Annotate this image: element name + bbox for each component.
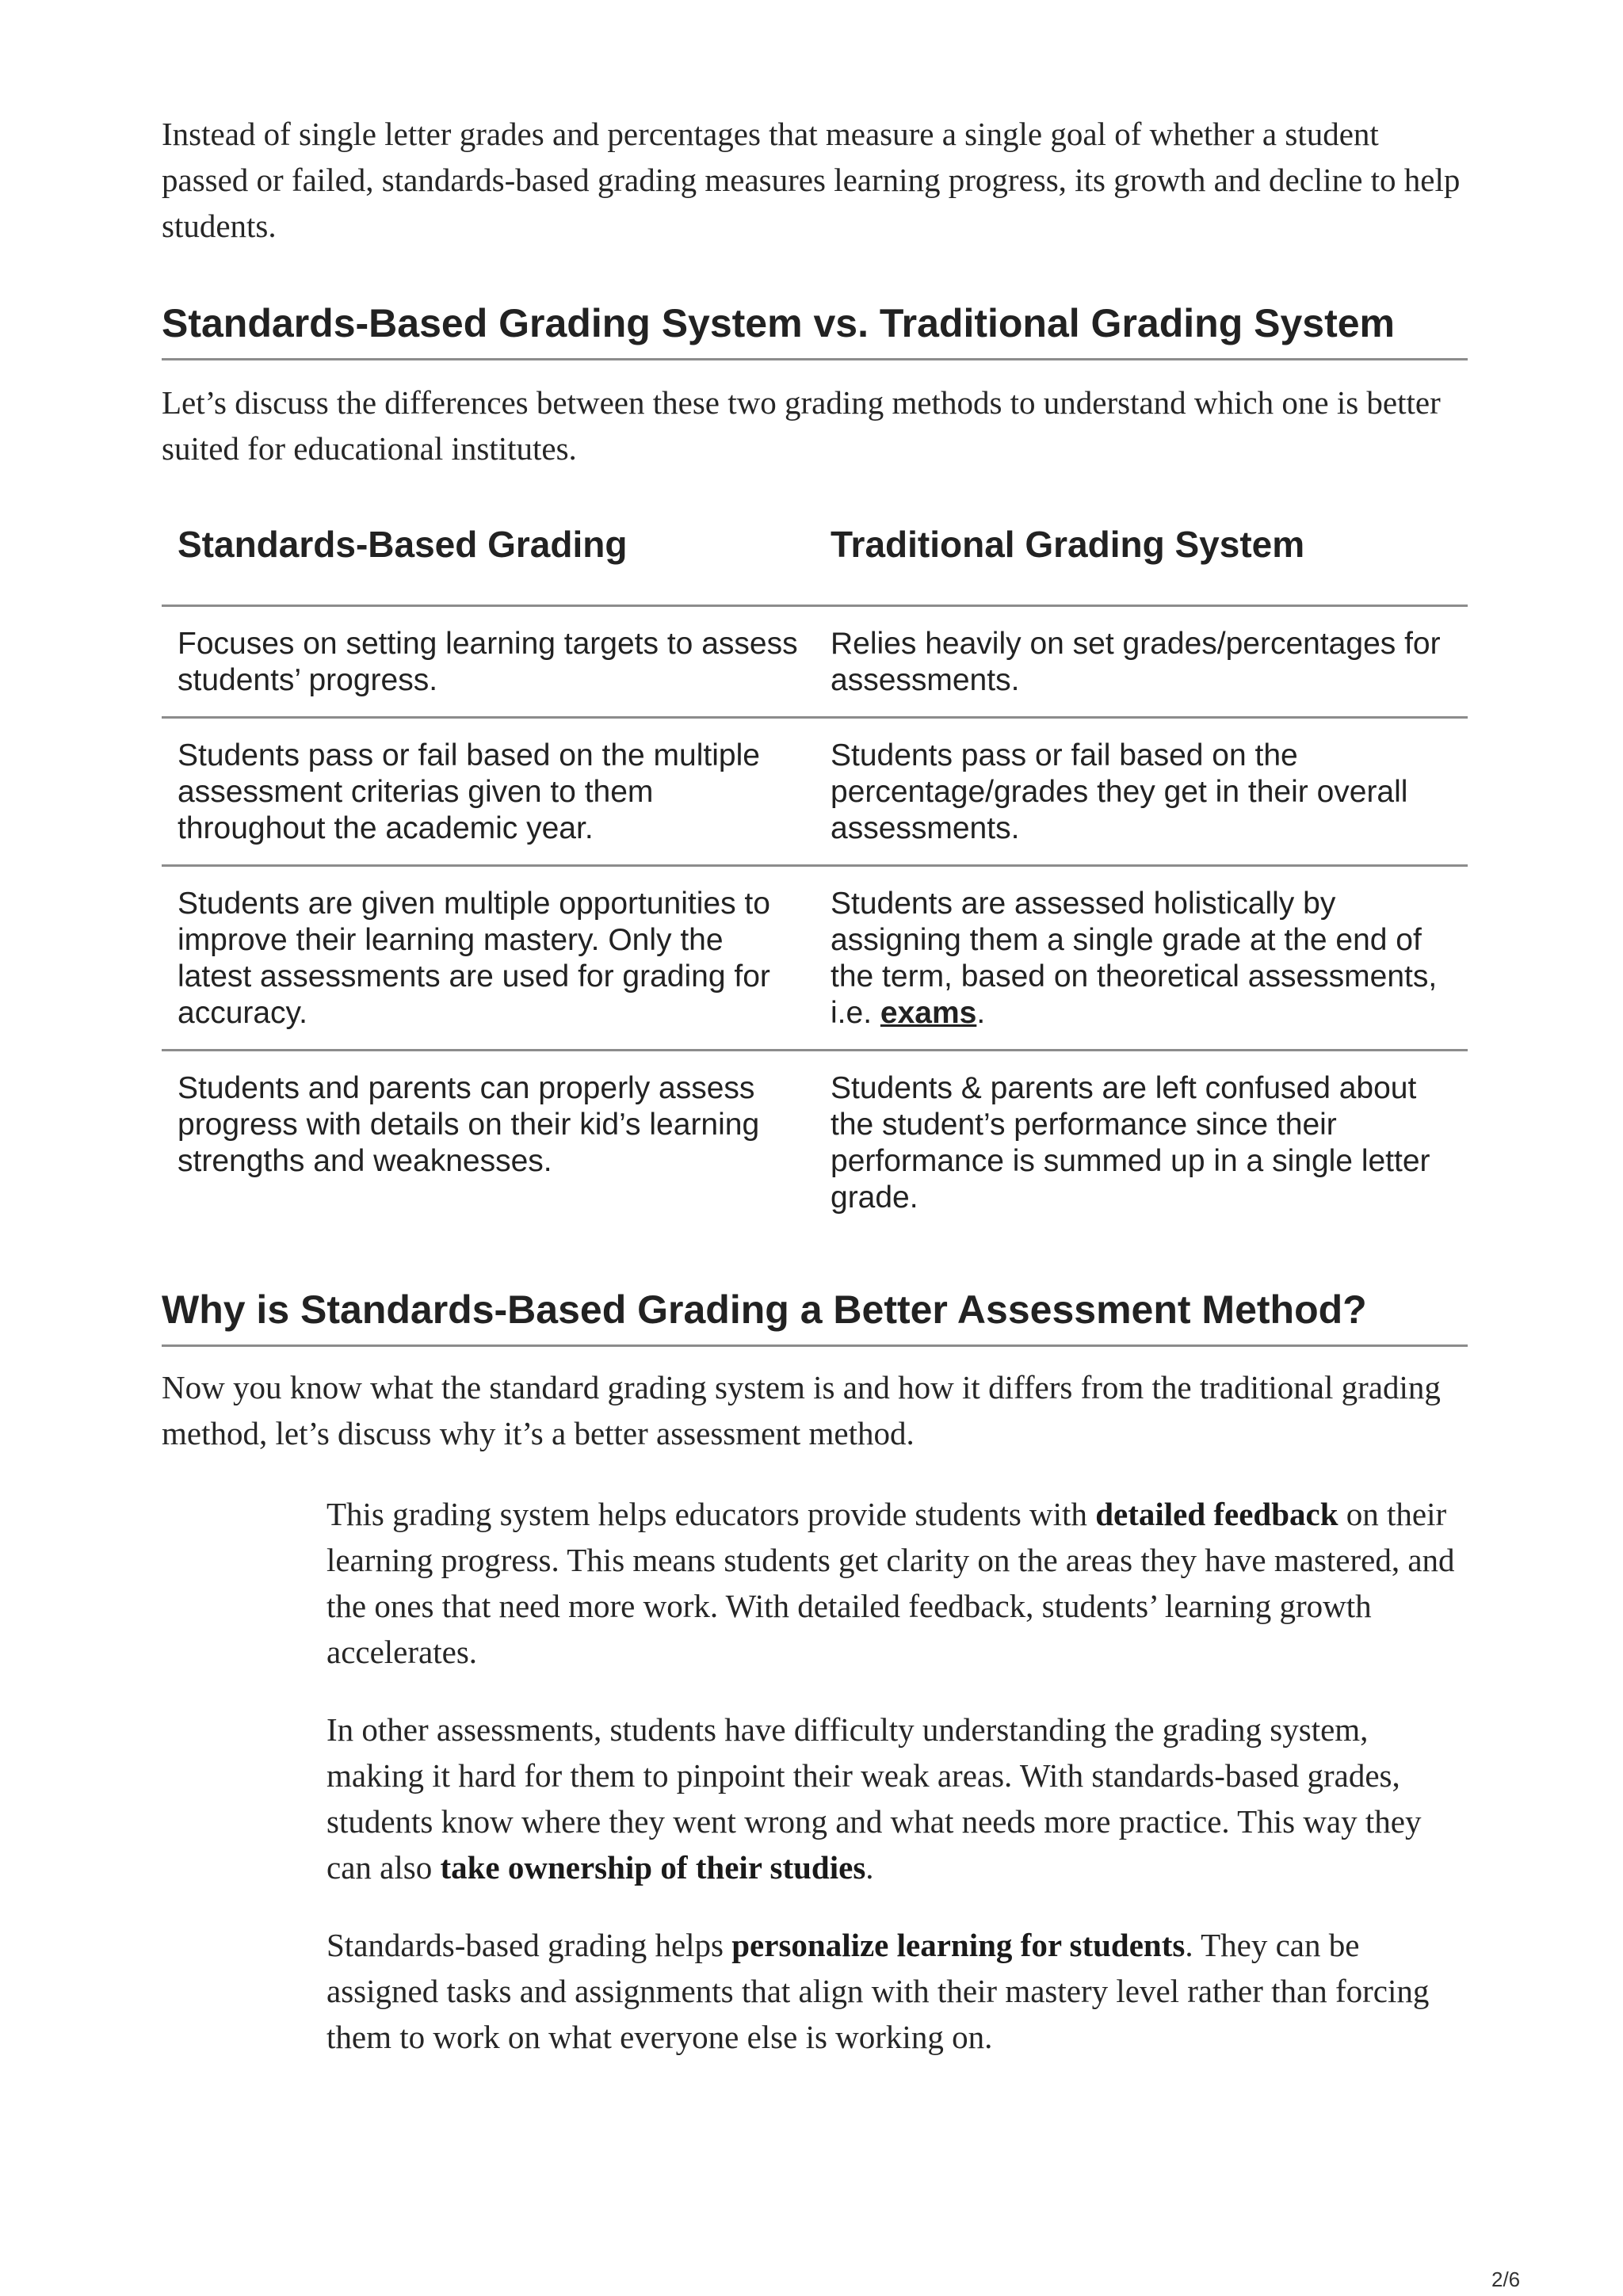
table-row [162, 606, 1468, 718]
table-cell-text-end: . [976, 996, 986, 1030]
table-cell-sbg: Students pass or fail based on the multiple assessment criterias given to them throughout the academic year. [162, 718, 815, 866]
benefit-text: This grading system helps educators provide students with [327, 1496, 1096, 1532]
benefit-text: on their learning progress. This means students get clarity on the areas they have mastered, and the ones that need more work. With detailed feedback, students’ learning growth accelerates. [327, 1496, 1455, 1670]
benefit-paragraph-feedback [327, 1491, 1468, 1675]
table-cell-sbg: Students and parents can properly assess progress with details on their kid’s learning strengths and weaknesses. [178, 1071, 760, 1178]
benefit-emphasis: personalize learning for students [731, 1927, 1186, 1963]
why-lead-paragraph: Now you know what the standard grading system is and how it differs from the traditional grading method, let’s discuss why it’s a better assessment method. [162, 1369, 1441, 1451]
section-heading-why: Why is Standards-Based Grading a Better Assessment Method? [162, 1284, 1468, 1347]
benefit-text: In other assessments, students have difficulty understanding the grading system, making it hard for them to pinpoint their weak areas. With standards-based grades, students know where they went wrong and what needs more practice. This way they can also [327, 1711, 1422, 1886]
column-header-standards-based: Standards-Based Grading [162, 506, 815, 606]
benefit-text: . [865, 1849, 874, 1886]
column-header-traditional: Traditional Grading System [815, 506, 1468, 606]
table-row [162, 866, 1468, 1051]
document-page [162, 111, 1468, 2092]
table-cell-sbg: Focuses on setting learning targets to assess students’ progress. [162, 606, 815, 718]
table-cell-traditional [815, 866, 1468, 1051]
table-cell-traditional: Relies heavily on set grades/percentages for assessments. [815, 606, 1468, 718]
table-cell-text: Students are assessed holistically by assigning them a single grade at the end of the term, based on theoretical assessments, i.e. [831, 887, 1438, 1030]
table-cell-traditional: Students pass or fail based on the percentage/grades they get in their overall assessments. [815, 718, 1468, 866]
comparison-lead-paragraph: Let’s discuss the differences between these two grading methods to understand which one is better suited for educational institutes. [162, 384, 1441, 467]
table-cell-traditional: Students & parents are left confused about the student’s performance since their performance is summed up in a single letter grade. [831, 1071, 1430, 1215]
table-cell-sbg: Students are given multiple opportunities to improve their learning mastery. Only the latest assessments are used for grading for accuracy. [162, 866, 815, 1051]
table-row [162, 1051, 1468, 1234]
page-number: 2/6 [1491, 2267, 1521, 2291]
comparison-table [162, 506, 1468, 1234]
benefit-text: . They can be assigned tasks and assignments that align with their mastery level rather than forcing them to work on what everyone else is working on. [327, 1927, 1430, 2055]
intro-paragraph: Instead of single letter grades and percentages that measure a single goal of whether a student passed or failed, standards-based grading measures learning progress, its growth and decline to help students. [162, 116, 1461, 244]
table-header-row [162, 506, 1468, 606]
benefit-emphasis: detailed feedback [1095, 1496, 1338, 1532]
benefit-emphasis: take ownership of their studies [440, 1849, 866, 1886]
table-row [162, 718, 1468, 866]
benefit-text: Standards-based grading helps [327, 1927, 732, 1963]
section-heading-comparison: Standards-Based Grading System vs. Traditional Grading System [162, 298, 1468, 360]
benefits-list [327, 1491, 1468, 2060]
exams-link[interactable]: exams [880, 996, 977, 1030]
benefit-paragraph-personalize [327, 1922, 1468, 2060]
benefit-paragraph-ownership [327, 1707, 1468, 1890]
